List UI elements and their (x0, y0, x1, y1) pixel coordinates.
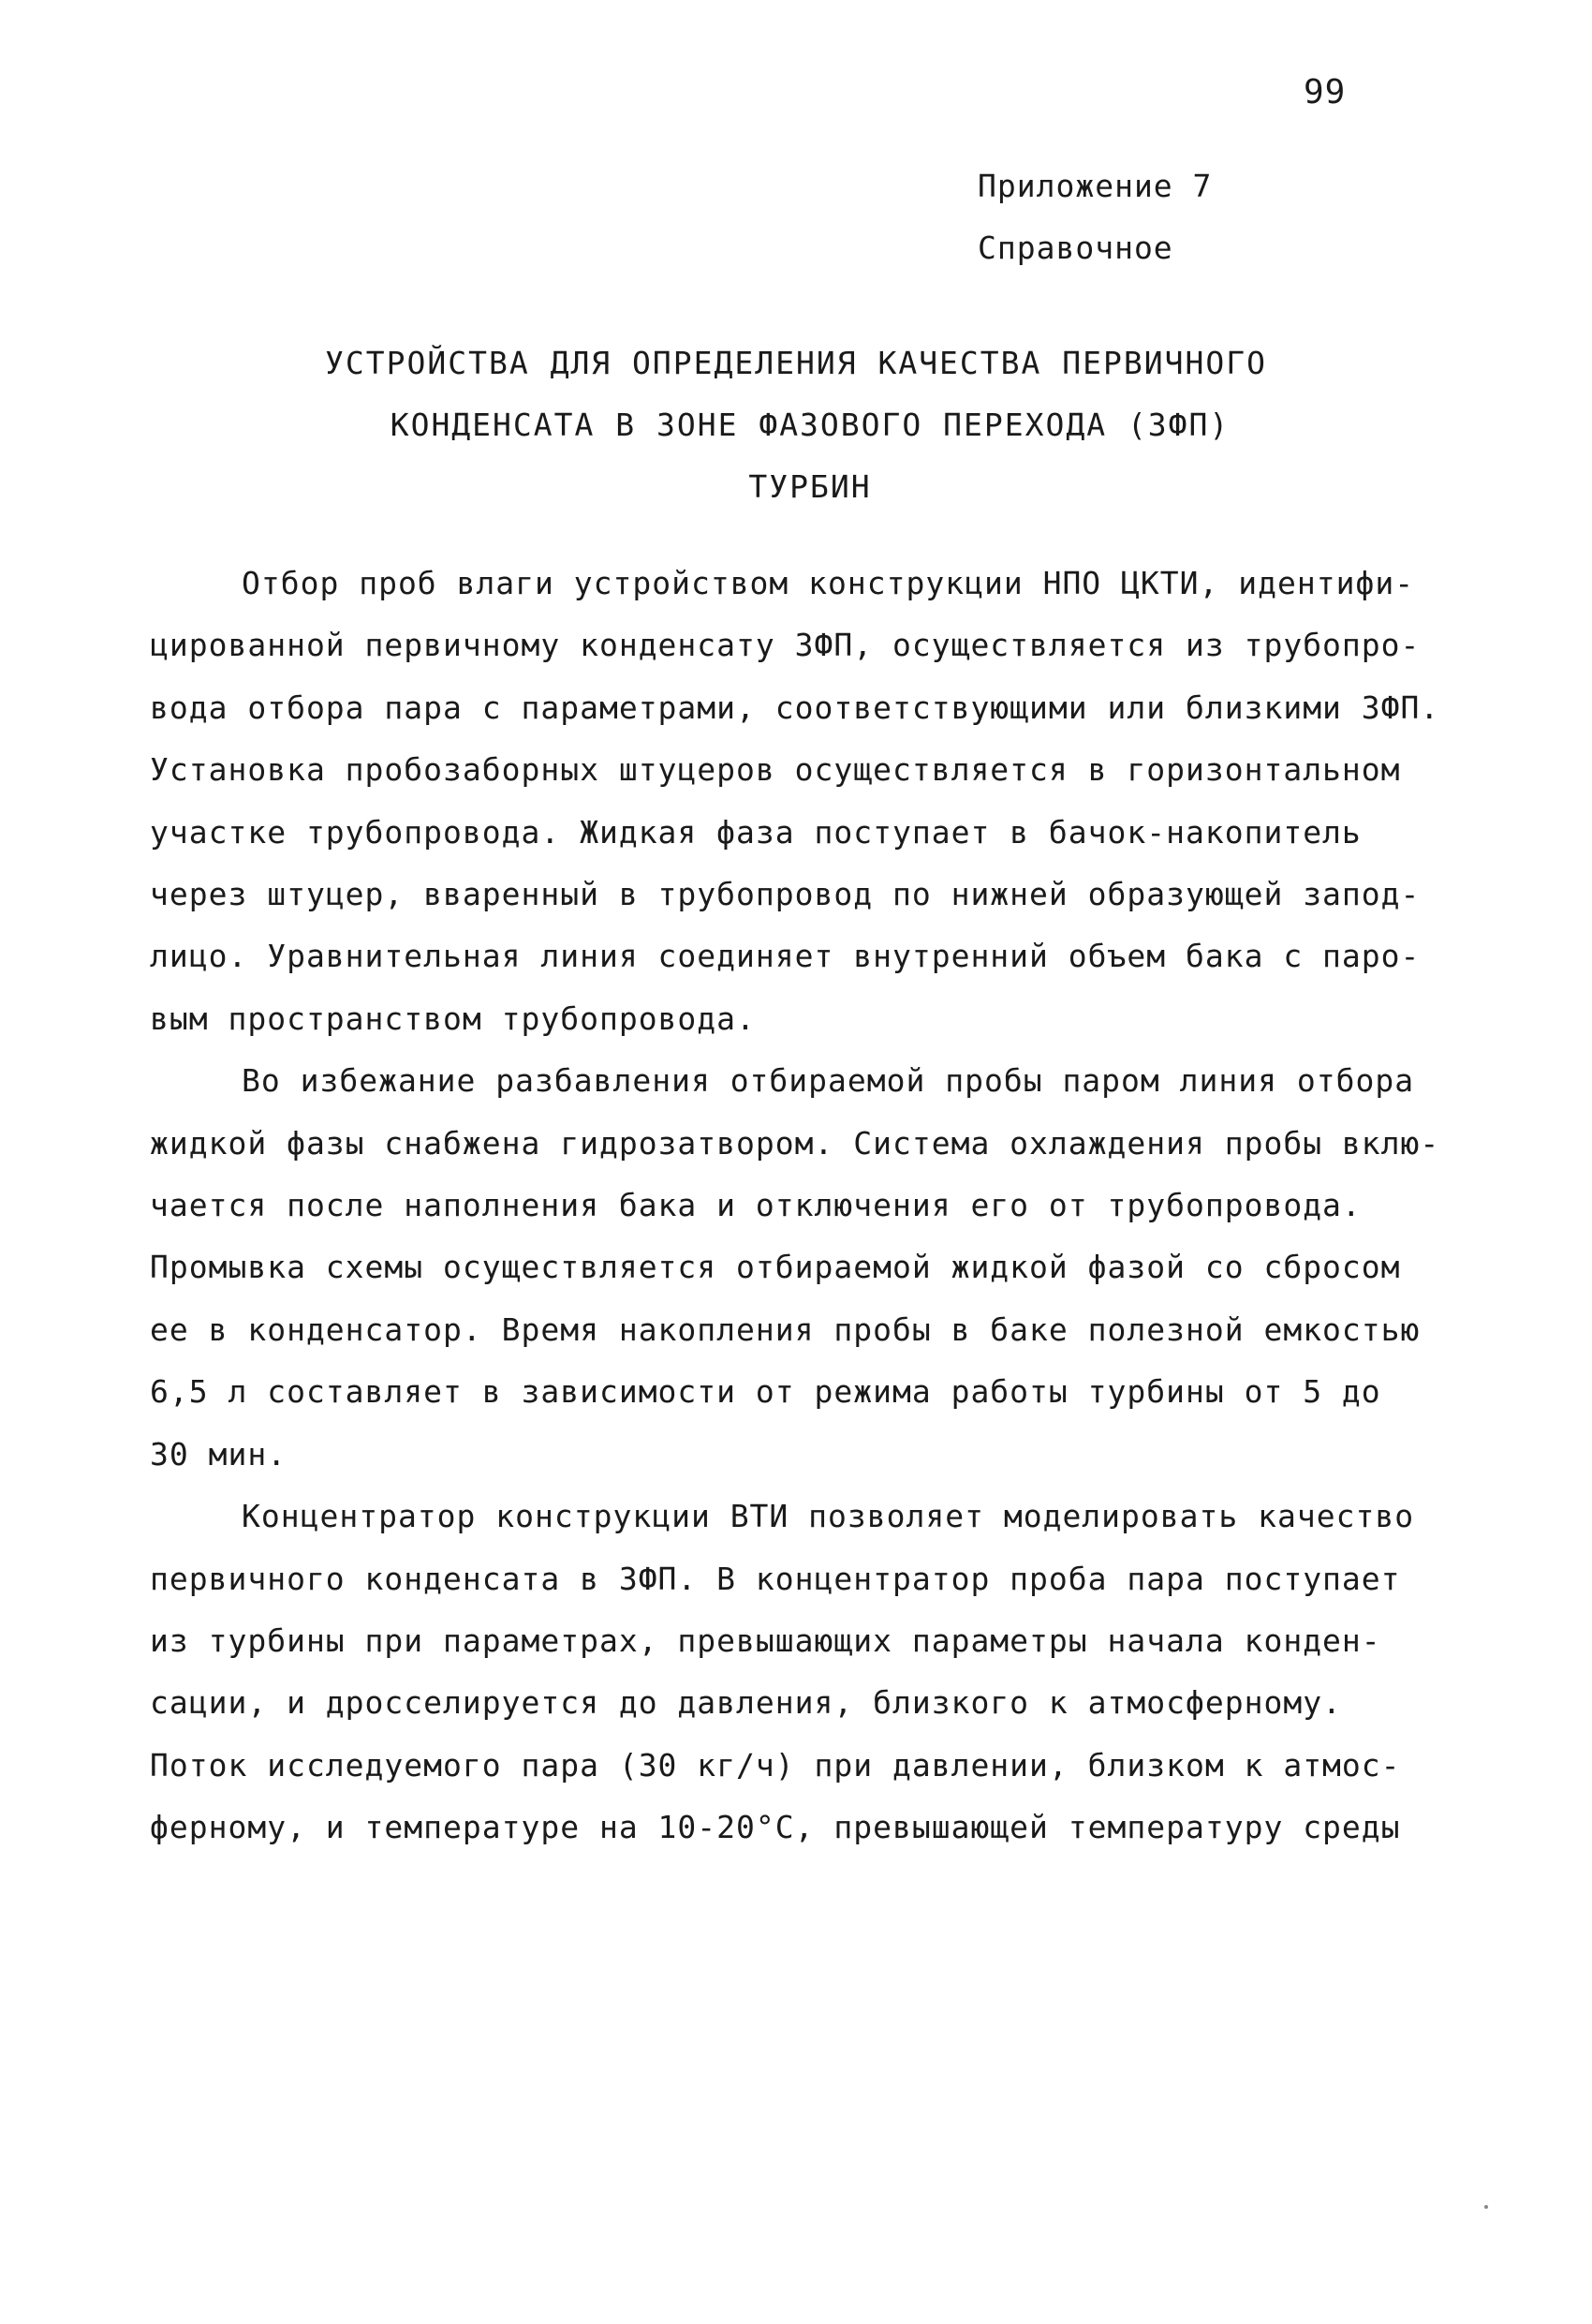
text-line: жидкой фазы снабжена гидрозатвором. Система охлаждения пробы вклю- (150, 1124, 1440, 1162)
text-line: первичного конденсата в ЗФП. В концентратор проба пара поступает (150, 1560, 1401, 1597)
document-title (0, 333, 1592, 518)
text-line: Установка пробозаборных штуцеров осуществляется в горизонтальном (150, 751, 1401, 789)
title-line: ТУРБИН (748, 468, 872, 505)
text-line: вода отбора пара с параметрами, соответствующими или близкими ЗФП. (150, 688, 1440, 726)
title-line: УСТРОЙСТВА ДЛЯ ОПРЕДЕЛЕНИЯ КАЧЕСТВА ПЕРВИЧНОГО (325, 345, 1267, 381)
text-line: 6,5 л составляет в зависимости от режима работы турбины от 5 до (150, 1373, 1381, 1411)
text-line: чается после наполнения бака и отключения его от трубопровода. (150, 1187, 1362, 1224)
title-line: КОНДЕНСАТА В ЗОНЕ ФАЗОВОГО ПЕРЕХОДА (ЗФП) (390, 407, 1231, 443)
text-line: Отбор проб влаги устройством конструкции НПО ЦКТИ, идентифи- (242, 565, 1415, 601)
paragraph (150, 1486, 1415, 1858)
appendix-type: Справочное (978, 229, 1173, 266)
appendix-header (978, 155, 1212, 279)
text-line: ферному, и температуре на 10-20°С, превышающей температуру среды (150, 1809, 1401, 1846)
paragraph (150, 1050, 1440, 1486)
appendix-label: Приложение 7 (978, 168, 1213, 204)
text-line: участке трубопровода. Жидкая фаза поступает в бачок-накопитель (150, 813, 1362, 851)
text-line: ее в конденсатор. Время накопления пробы в баке полезной емкостью (150, 1310, 1421, 1348)
body-text (150, 553, 1440, 1859)
text-line: вым пространством трубопровода. (150, 999, 756, 1037)
text-line: Во избежание разбавления отбираемой пробы паром линия отбора (242, 1062, 1415, 1100)
text-line: Концентратор конструкции ВТИ позволяет моделировать качество (242, 1498, 1415, 1535)
text-line: 30 мин. (150, 1435, 287, 1473)
text-line: цированной первичному конденсату ЗФП, осуществляется из трубопро- (150, 627, 1421, 664)
text-line: через штуцер, вваренный в трубопровод по нижней образующей запод- (150, 876, 1421, 913)
paragraph (150, 553, 1440, 1050)
text-line: Промывка схемы осуществляется отбираемой жидкой фазой со сбросом (150, 1249, 1401, 1286)
text-line: Поток исследуемого пара (30 кг/ч) при давлении, близком к атмос- (150, 1746, 1401, 1784)
scan-artifact-dot (1484, 2205, 1488, 2209)
text-line: сации, и дросселируется до давления, близкого к атмосферному. (150, 1684, 1342, 1722)
text-line: из турбины при параметрах, превышающих параметры начала конден- (150, 1621, 1381, 1659)
text-line: лицо. Уравнительная линия соединяет внутренний объем бака с паро- (150, 938, 1421, 975)
page-number: 99 (1304, 73, 1347, 111)
